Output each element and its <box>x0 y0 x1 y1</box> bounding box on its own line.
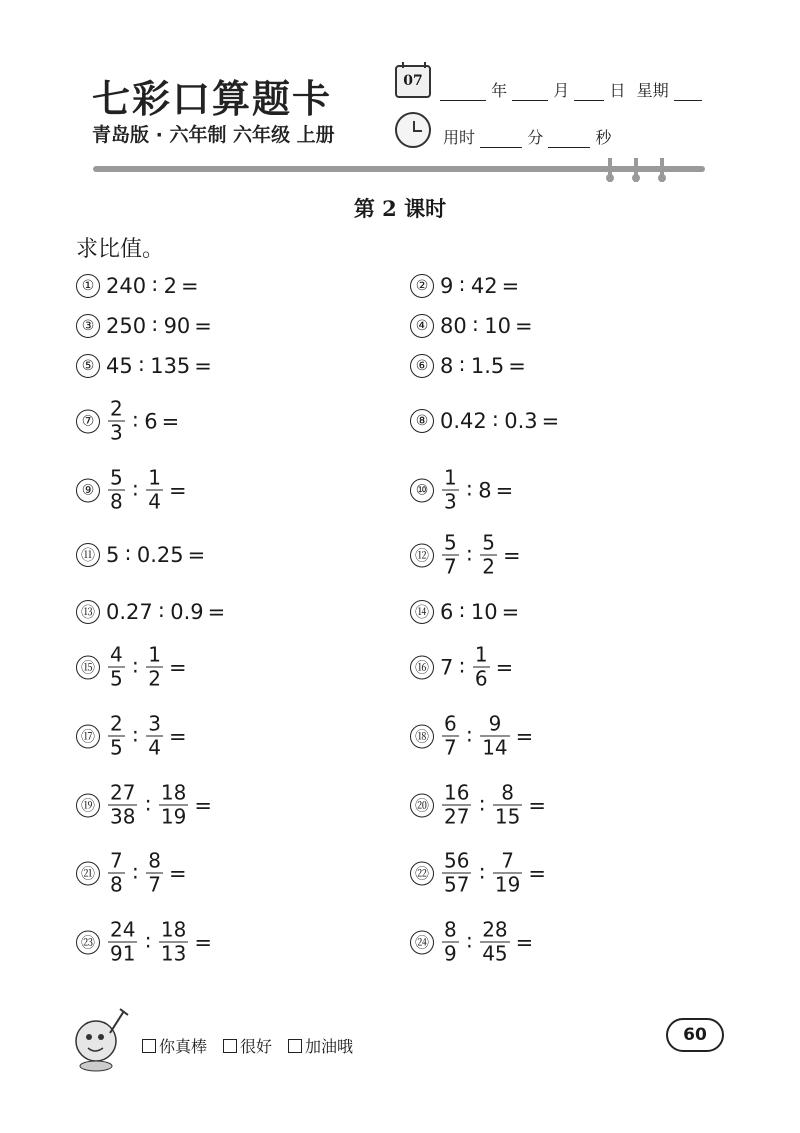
equals-sign: = <box>515 724 534 748</box>
problem-item <box>410 314 533 338</box>
operand: 0.42 <box>440 409 487 433</box>
ratio-sign: ∶ <box>472 314 479 338</box>
fraction <box>473 644 490 691</box>
binder-clip-icon <box>632 158 640 182</box>
numerator: 56 <box>444 848 470 873</box>
equals-sign: = <box>168 861 187 885</box>
problem-number: ㉔ <box>410 930 434 954</box>
checkbox[interactable] <box>288 1039 302 1053</box>
equals-sign: = <box>207 600 226 624</box>
denominator: 7 <box>444 554 457 579</box>
weekday-blank[interactable] <box>674 85 702 101</box>
fraction <box>442 713 459 760</box>
denominator: 4 <box>148 735 161 760</box>
problem-number: ⑲ <box>76 793 100 817</box>
denominator: 14 <box>482 735 508 760</box>
numerator: 1 <box>474 642 488 667</box>
operand: 0.25 <box>136 543 184 567</box>
fraction <box>480 532 497 579</box>
problem-number: ⑮ <box>76 655 100 679</box>
problem-number: ② <box>410 274 434 298</box>
numerator: 8 <box>444 917 457 942</box>
ratio-sign: ∶ <box>138 354 145 378</box>
equals-sign: = <box>541 409 560 433</box>
problem-number: ㉑ <box>76 861 100 885</box>
calendar-icon <box>395 65 431 98</box>
operand: 90 <box>163 314 191 338</box>
operand: 0.27 <box>106 600 153 624</box>
operand: 80 <box>440 314 467 338</box>
denominator: 38 <box>110 804 136 829</box>
denominator: 3 <box>110 420 123 445</box>
numerator: 27 <box>110 780 136 805</box>
numerator: 1 <box>148 465 161 490</box>
ratio-sign: ∶ <box>459 600 465 624</box>
problem-item <box>410 409 559 433</box>
ratio-sign: ∶ <box>479 861 485 885</box>
denominator: 19 <box>160 804 187 829</box>
problem-item <box>76 398 179 445</box>
minutes-blank[interactable] <box>480 132 522 148</box>
numerator: 18 <box>160 780 187 805</box>
operand: 2 <box>163 274 177 298</box>
equals-sign: = <box>168 478 187 502</box>
problem-number: ⑳ <box>410 793 434 817</box>
year-blank[interactable] <box>440 85 486 101</box>
problem-item <box>76 919 212 966</box>
numerator: 28 <box>482 917 508 942</box>
problem-item <box>76 713 187 760</box>
binder-clip-icon <box>658 158 666 182</box>
equals-sign: = <box>528 861 546 885</box>
rating-option[interactable]: 加油哦 <box>288 1034 353 1057</box>
problem-number: ⑯ <box>410 655 434 679</box>
problem-number: ⑨ <box>76 478 100 502</box>
fraction <box>146 644 163 691</box>
mascot-icon <box>70 1003 132 1073</box>
seconds-blank[interactable] <box>548 132 590 148</box>
fraction <box>108 644 125 691</box>
numerator: 1 <box>148 642 161 667</box>
equals-sign: = <box>194 314 212 338</box>
numerator: 6 <box>444 711 457 736</box>
equals-sign: = <box>514 314 533 338</box>
denominator: 9 <box>444 941 457 966</box>
operand: 10 <box>470 600 498 624</box>
problem-item <box>410 600 519 624</box>
weekday-label: 星期 <box>636 81 669 100</box>
fraction <box>493 782 522 829</box>
operand: 0.9 <box>170 600 204 624</box>
fraction <box>442 532 459 579</box>
checkbox[interactable] <box>142 1039 156 1053</box>
minutes-label: 分 <box>527 128 544 147</box>
denominator: 5 <box>110 735 123 760</box>
instruction: 求比值。 <box>76 237 165 262</box>
page-number: 60 <box>666 1018 724 1052</box>
ratio-sign: ∶ <box>466 930 473 954</box>
problem-number: ⑭ <box>410 600 434 624</box>
problem-number: ① <box>76 274 100 298</box>
problem-number: ③ <box>76 314 100 338</box>
numerator: 5 <box>110 465 123 490</box>
problem-item <box>76 782 212 829</box>
problem-item <box>410 532 521 579</box>
numerator: 7 <box>501 848 515 873</box>
operand: 6 <box>144 409 158 433</box>
ratio-sign: ∶ <box>132 655 139 679</box>
equals-sign: = <box>168 724 187 748</box>
equals-sign: = <box>515 930 534 954</box>
numerator: 8 <box>501 780 515 805</box>
binder-clip-icon <box>606 158 614 182</box>
ratio-sign: ∶ <box>459 274 465 298</box>
denominator: 8 <box>110 489 123 514</box>
fraction <box>108 782 137 829</box>
equals-sign: = <box>508 354 526 378</box>
fraction <box>442 850 471 897</box>
rating-option[interactable]: 很好 <box>223 1034 272 1057</box>
operand: 6 <box>440 600 454 624</box>
problem-item <box>76 354 212 378</box>
fraction <box>146 467 163 514</box>
problem-item <box>410 354 526 378</box>
operand: 240 <box>106 274 147 298</box>
numerator: 7 <box>110 848 123 873</box>
seconds-label: 秒 <box>595 128 612 147</box>
problem-number: ㉓ <box>76 930 100 954</box>
problem-item <box>76 467 187 514</box>
problem-item <box>410 467 513 514</box>
fraction <box>108 850 125 897</box>
fraction <box>108 398 125 445</box>
denominator: 2 <box>148 666 161 691</box>
ratio-sign: ∶ <box>466 724 473 748</box>
ratio-sign: ∶ <box>152 274 158 298</box>
operand: 42 <box>470 274 498 298</box>
ratio-sign: ∶ <box>158 600 165 624</box>
fraction <box>480 713 509 760</box>
ratio-sign: ∶ <box>145 930 151 954</box>
equals-sign: = <box>501 274 520 298</box>
fraction <box>108 919 137 966</box>
problem-item <box>410 850 546 897</box>
fraction <box>108 713 125 760</box>
denominator: 2 <box>482 554 495 579</box>
ratio-sign: ∶ <box>466 478 473 502</box>
denominator: 8 <box>110 872 123 897</box>
equals-sign: = <box>502 543 521 567</box>
numerator: 4 <box>110 642 123 667</box>
fraction <box>146 713 163 760</box>
day-blank[interactable] <box>574 85 604 101</box>
numerator: 9 <box>488 711 502 736</box>
day-label: 日 <box>609 81 626 100</box>
numerator: 16 <box>444 780 470 805</box>
fraction <box>442 467 459 514</box>
equals-sign: = <box>495 478 514 502</box>
operand: 8 <box>440 354 454 378</box>
fraction <box>159 919 188 966</box>
denominator: 57 <box>444 872 470 897</box>
month-blank[interactable] <box>512 85 548 101</box>
fraction <box>146 850 163 897</box>
denominator: 27 <box>444 804 470 829</box>
problem-number: ⑥ <box>410 354 434 378</box>
problem-item <box>76 543 205 567</box>
ratio-sign: ∶ <box>479 793 485 817</box>
fraction <box>493 850 522 897</box>
numerator: 1 <box>444 465 457 490</box>
equals-sign: = <box>161 409 180 433</box>
problem-item <box>76 274 199 298</box>
ratio-sign: ∶ <box>145 793 151 817</box>
numerator: 8 <box>148 848 161 873</box>
denominator: 4 <box>148 489 161 514</box>
fraction <box>159 782 188 829</box>
ratio-sign: ∶ <box>152 314 158 338</box>
equals-sign: = <box>180 274 199 298</box>
equals-sign: = <box>168 655 187 679</box>
problem-item <box>76 314 212 338</box>
denominator: 15 <box>494 804 521 829</box>
ratio-sign: ∶ <box>132 478 139 502</box>
problem-item <box>410 274 519 298</box>
problem-number: ⑱ <box>410 724 434 748</box>
calendar-day: 07 <box>403 73 423 89</box>
ratio-sign: ∶ <box>132 861 139 885</box>
fraction <box>442 782 471 829</box>
problem-item <box>76 644 187 691</box>
equals-sign: = <box>495 655 514 679</box>
operand: 1.5 <box>470 354 505 378</box>
ratio-sign: ∶ <box>459 354 465 378</box>
denominator: 7 <box>148 872 161 897</box>
ratio-sign: ∶ <box>459 655 465 679</box>
problem-number: ⑫ <box>410 543 434 567</box>
operand: 9 <box>440 274 454 298</box>
operand: 5 <box>106 543 120 567</box>
problem-number: ⑪ <box>76 543 100 567</box>
problem-item <box>410 782 546 829</box>
equals-sign: = <box>194 930 212 954</box>
denominator: 6 <box>474 666 488 691</box>
denominator: 5 <box>110 666 123 691</box>
numerator: 5 <box>444 530 457 555</box>
card-title: 七彩口算题卡 <box>92 76 333 121</box>
problem-number: ⑧ <box>410 409 434 433</box>
problem-number: ⑬ <box>76 600 100 624</box>
ratio-sign: ∶ <box>132 724 139 748</box>
fraction <box>442 919 459 966</box>
ratio-sign: ∶ <box>132 409 139 433</box>
equals-sign: = <box>194 793 212 817</box>
denominator: 3 <box>444 489 457 514</box>
problem-number: ⑰ <box>76 724 100 748</box>
operand: 250 <box>106 314 147 338</box>
equals-sign: = <box>501 600 520 624</box>
fraction <box>108 467 125 514</box>
equals-sign: = <box>187 543 206 567</box>
numerator: 24 <box>110 917 136 942</box>
problem-item <box>76 850 187 897</box>
problem-number: ⑤ <box>76 354 100 378</box>
equals-sign: = <box>528 793 546 817</box>
denominator: 13 <box>160 941 187 966</box>
numerator: 18 <box>160 917 187 942</box>
time-label: 用时 <box>443 128 476 147</box>
operand: 135 <box>150 354 191 378</box>
time-fill-line <box>443 125 611 148</box>
lesson-title: 第 2 课时 <box>353 196 447 221</box>
self-rating <box>142 1034 353 1057</box>
checkbox[interactable] <box>223 1039 237 1053</box>
ratio-sign: ∶ <box>492 409 499 433</box>
edition-subtitle: 青岛版 · 六年制 六年级 上册 <box>92 124 335 146</box>
numerator: 5 <box>482 530 495 555</box>
problem-number: ⑩ <box>410 478 434 502</box>
problem-number: ㉒ <box>410 861 434 885</box>
problem-number: ④ <box>410 314 434 338</box>
ratio-sign: ∶ <box>125 543 131 567</box>
month-label: 月 <box>553 81 570 100</box>
rating-option[interactable]: 你真棒 <box>142 1034 207 1057</box>
clock-icon <box>395 112 431 148</box>
fraction <box>480 919 509 966</box>
ratio-sign: ∶ <box>466 543 473 567</box>
operand: 7 <box>440 655 454 679</box>
problem-item <box>410 644 513 691</box>
denominator: 45 <box>482 941 508 966</box>
numerator: 3 <box>148 711 161 736</box>
problem-item <box>76 600 225 624</box>
denominator: 19 <box>494 872 521 897</box>
problem-number: ⑦ <box>76 409 100 433</box>
problem-item <box>410 713 533 760</box>
operand: 45 <box>106 354 133 378</box>
operand: 10 <box>484 314 511 338</box>
operand: 0.3 <box>504 409 538 433</box>
problem-item <box>410 919 533 966</box>
operand: 8 <box>478 478 492 502</box>
date-fill-line <box>440 78 702 101</box>
numerator: 2 <box>110 396 123 421</box>
equals-sign: = <box>194 354 212 378</box>
denominator: 91 <box>110 941 136 966</box>
numerator: 2 <box>110 711 123 736</box>
denominator: 7 <box>444 735 457 760</box>
year-label: 年 <box>491 81 508 100</box>
